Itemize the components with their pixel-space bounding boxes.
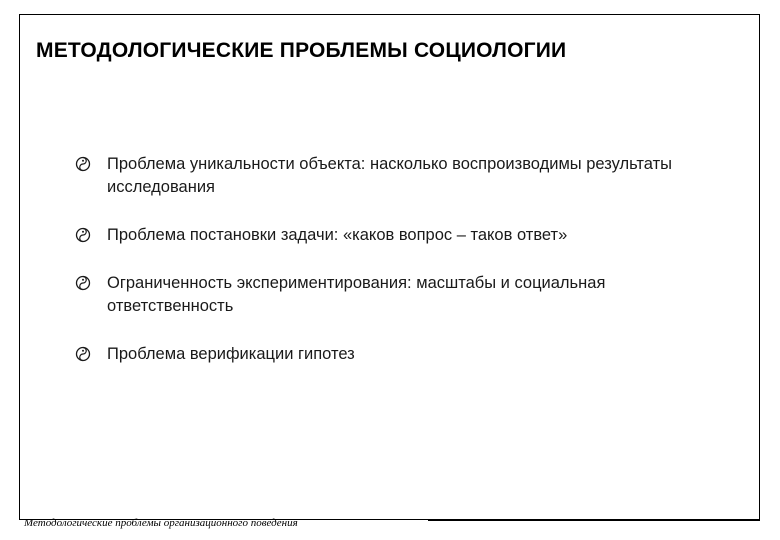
- list-item: [75, 153, 725, 199]
- bullet-text: Ограниченность экспериментирования: масштабы и социальная ответственность: [107, 274, 606, 315]
- footer-text: Методологические проблемы организационного поведения: [24, 517, 298, 529]
- bullet-text: Проблема уникальности объекта: насколько воспроизводимы результаты исследования: [107, 155, 673, 196]
- list-item: [75, 224, 725, 247]
- bullet-text: Проблема верификации гипотез: [107, 345, 355, 363]
- bullet-list: [75, 153, 725, 391]
- slide-title: МЕТОДОЛОГИЧЕСКИЕ ПРОБЛЕМЫ СОЦИОЛОГИИ: [36, 39, 567, 62]
- yin-yang-icon: [75, 156, 91, 172]
- list-item: [75, 343, 725, 366]
- yin-yang-icon: [75, 227, 91, 243]
- slide-frame: [19, 14, 760, 520]
- footer-divider: [428, 520, 760, 521]
- list-item: [75, 272, 725, 318]
- bullet-text: Проблема постановки задачи: «каков вопрос – таков ответ»: [107, 226, 568, 244]
- yin-yang-icon: [75, 275, 91, 291]
- yin-yang-icon: [75, 346, 91, 362]
